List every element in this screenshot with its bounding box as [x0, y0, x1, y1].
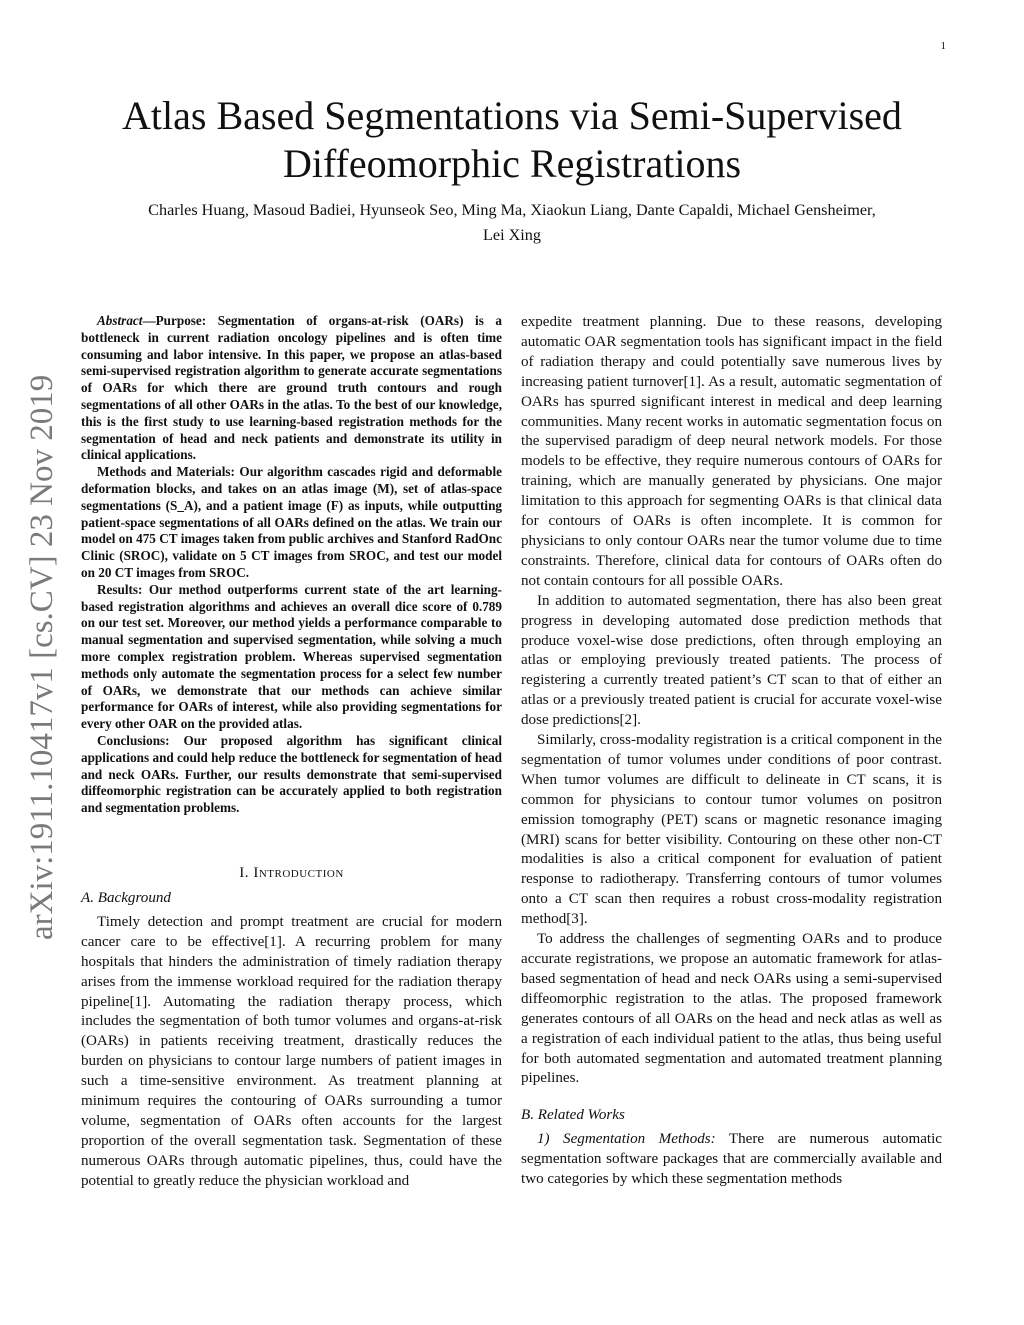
- runin-text: There are numerous automatic segmentation software packages that are commercially available and two categories by which these segmentation methods: [521, 1131, 942, 1188]
- paragraph: expedite treatment planning. Due to these reasons, developing automatic OAR segmentation tools has significant impact in the field of radiation therapy and could potentially save numerous lives by increasing patient turnover[1]. As a result, automatic segmentation of OARs has spurred significant interest in medical and deep learning communities. Many recent works in automatic segmentation focus on the supervised paradigm of deep neural network models. For those models to be effective, they require numerous contours of OARs for training, which are manually generated by physicians. One major limitation to this approach for segmenting OARs is that clinical data for contours of OARs is often incomplete. It is common for physicians to only contour OARs near the tumor volume due to time constraints. Therefore, clinical data for contours of OARs often do not contain contours for all possible OARs.: [521, 314, 942, 589]
- abstract-label: Abstract: [97, 313, 143, 328]
- authors-line-2: Lei Xing: [483, 226, 541, 244]
- page-number: 1: [940, 40, 946, 52]
- runin-heading: 1) Segmentation Methods:: [537, 1131, 716, 1148]
- paragraph: Timely detection and prompt treatment are crucial for modern cancer care to be effective[1]. A recurring problem for many hospitals that hinders the administration of timely radiation therapy arises from the immense workload required for the radiation therapy pipeline[1]. Automating the radiation therapy process, which includes the segmentation of both tumor volumes and organs-at-risk (OARs) in patients receiving treatment, drastically reduces the burden on physicians to contour large numbers of patient images in such a time-sensitive environment. As treatment planning at minimum requires the contouring of OARs surrounding a tumor volume, segmentation of OARs often accounts for the largest proportion of the overall segmentation task. Segmentation of these numerous OARs through automatic pipelines, thus, could have the potential to greatly reduce the physician workload and: [81, 913, 502, 1189]
- authors-line-1: Charles Huang, Masoud Badiei, Hyunseok Seo, Ming Ma, Xiaokun Liang, Dante Capaldi, Michael Gensheimer,: [148, 201, 876, 219]
- related-works-body: [521, 1130, 942, 1190]
- paragraph: To address the challenges of segmenting OARs and to produce accurate registrations, we propose an automatic framework for atlas-based segmentation of head and neck OARs using a semi-supervised diffeomorphic registration to the atlas. The proposed framework generates contours of all OARs on the head and neck atlas as well as a registration of each individual patient to the atlas, thus being useful for both automated segmentation and automated treatment planning pipelines.: [521, 931, 942, 1087]
- author-list: [80, 198, 944, 248]
- paragraph: Similarly, cross-modality registration is a critical component in the segmentation of tumor volumes under conditions of poor contrast. When tumor volumes are difficult to delineate in CT scans, it is common for physicians to contour tumor volumes on positron emission tomography (PET) scans or magnetic resonance imaging (MRI) scans for better visibility. Contouring on these other non-CT modalities is also a critical component for evaluation of patient response to radiotherapy. Transferring contours of tumor volumes onto a CT scan then requires a robust cross-modality registration method[3].: [521, 732, 942, 928]
- abstract-results: Results: Our method outperforms current state of the art learning-based registration algorithms and achieves an overall dice score of 0.789 on our test set. Moreover, our method yields a performance comparable to manual segmentation and supervised segmentation, while solving a much more complex registration problem. Whereas supervised segmentation methods only automate the segmentation process for a select few number of OARs, we demonstrate that our methods can achieve similar performance for OARs of interest, while also providing segmentations for every other OAR on the provided atlas.: [81, 581, 502, 732]
- abstract-purpose-text: —Purpose: Segmentation of organs-at-risk (OARs) is a bottleneck in current radiation oncology pipelines and is often time consuming and labor intensive. In this paper, we propose an atlas-based semi-supervised registration algorithm to generate accurate segmentations of OARs for which there are ground truth contours and rough segmentations of all other OARs in the atlas. To the best of our knowledge, this is the first study to use learning-based registration methods for the segmentation of head and neck patients and demonstrate its utility in clinical applications.: [81, 313, 502, 463]
- intro-body-left: [81, 913, 502, 1192]
- section-numeral: I.: [239, 864, 250, 881]
- subsection-background: A. Background: [81, 889, 171, 906]
- abstract-methods: Methods and Materials: Our algorithm cascades rigid and deformable deformation blocks, and takes on an atlas image (M), set of atlas-space segmentations (S_A), and a patient image (F) as inputs, while outputting patient-space segmentations of all OARs defined on the atlas. We train our model on 475 CT images taken from public archives and Stanford RadOnc Clinic (SROC), validate on 5 CT images from SROC, and test our model on 20 CT images from SROC.: [81, 464, 502, 580]
- paragraph: [521, 1130, 942, 1190]
- paper-title: [80, 92, 944, 188]
- section-heading-introduction: [81, 865, 502, 882]
- abstract: [81, 313, 502, 817]
- intro-body-right: [521, 313, 942, 1089]
- arxiv-identifier-stamp: arXiv:1911.10417v1 [cs.CV] 23 Nov 2019: [24, 374, 60, 940]
- paragraph: In addition to automated segmentation, there has also been great progress in developing automated dose prediction methods that produce voxel-wise dose predictions, often through employing an atlas or employing previously treated patients. The process of registering a currently treated patient’s CT scan to that of either an atlas or a previously treated patient is crucial for accurate voxel-wise dose predictions[2].: [521, 592, 942, 729]
- section-title: Introduction: [253, 864, 344, 881]
- title-line-1: Atlas Based Segmentations via Semi-Supervised: [122, 93, 902, 138]
- right-column: [521, 313, 942, 1190]
- abstract-conclusions: Conclusions: Our proposed algorithm has significant clinical applications and could help reduce the bottleneck for segmentation of head and neck OARs. Further, our results demonstrate that semi-supervised diffeomorphic registration can be accurately applied to both registration and segmentation problems.: [81, 732, 502, 816]
- subsection-related-works: B. Related Works: [521, 1107, 625, 1124]
- abstract-purpose: [81, 313, 502, 464]
- left-column: [81, 313, 502, 1192]
- title-line-2: Diffeomorphic Registrations: [282, 141, 742, 186]
